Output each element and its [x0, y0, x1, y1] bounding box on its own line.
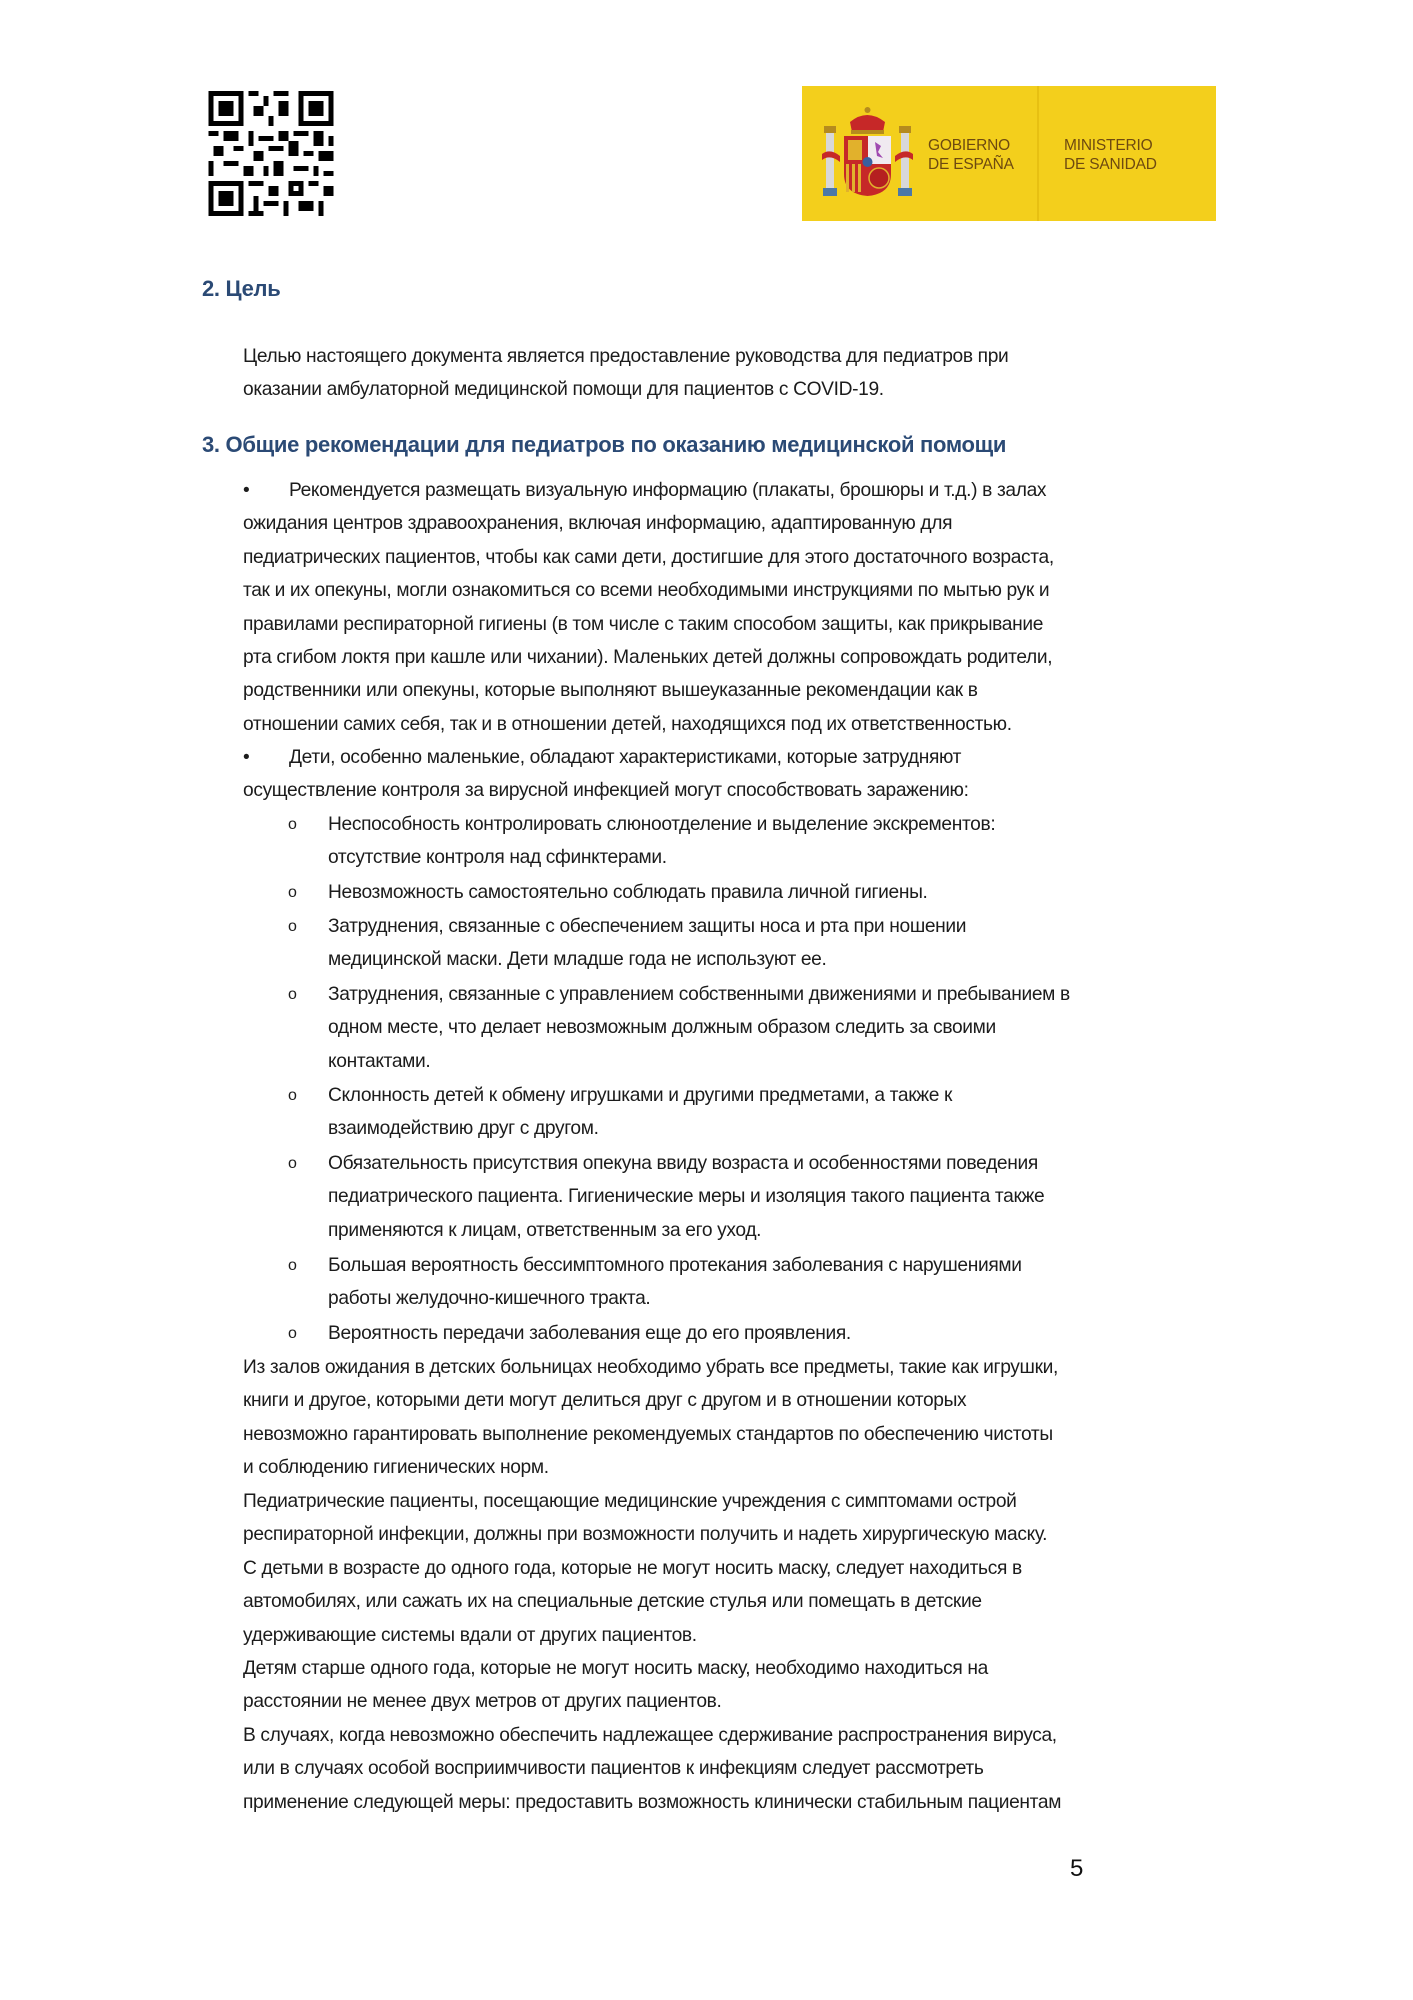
text-line: правилами респираторной гигиены (в том числе с таким способом защиты, как прикрывание [243, 613, 1044, 635]
bullet-item-info [243, 474, 1054, 741]
sub-item [288, 808, 995, 875]
circle-bullet-icon: o [288, 1257, 297, 1274]
text-line: Рекомендуется размещать визуальную информацию (плакаты, брошюры и т.д.) в залах [289, 480, 1047, 501]
text-line: респираторной инфекции, должны при возможности получить и надеть хирургическую маску. [243, 1524, 1048, 1546]
circle-bullet-icon: o [288, 816, 297, 833]
text-line: отсутствие контроля над сфинктерами. [328, 847, 667, 869]
text-line: родственники или опекуны, которые выполняют вышеуказанные рекомендации как в [243, 680, 978, 702]
logo-gobierno-text: GOBIERNO DE ESPAÑA [928, 137, 1014, 173]
text-line: ожидания центров здравоохранения, включая информацию, адаптированную для [243, 513, 953, 535]
sub-item [288, 1079, 952, 1146]
text-line: Затруднения, связанные с управлением собственными движениями и пребыванием в [328, 984, 1070, 1005]
text-line: применяются к лицам, ответственным за его уход. [328, 1219, 762, 1241]
text-line: оказании амбулаторной медицинской помощи для пациентов с COVID-19. [243, 379, 884, 401]
bullet-item-children [243, 741, 969, 808]
circle-bullet-icon: o [288, 884, 297, 901]
text-line: автомобилях, или сажать их на специальные детские стулья или помещать в детские [243, 1591, 982, 1613]
circle-bullet-icon: o [288, 1155, 297, 1172]
text-line: Затруднения, связанные с обеспечением защиты носа и рта при ношении [328, 916, 967, 937]
goal-paragraph [243, 340, 1008, 407]
circle-bullet-icon: o [288, 986, 297, 1003]
text-line: одном месте, что делает невозможным должным образом следить за своими [328, 1017, 996, 1039]
logo-divider [1037, 86, 1039, 221]
text-line: применение следующей меры: предоставить возможность клинически стабильным пациентам [243, 1791, 1062, 1813]
text-line: Дети, особенно маленькие, обладают характеристиками, которые затрудняют [289, 747, 962, 768]
sub-item [288, 978, 1070, 1078]
text-line: или в случаях особой восприимчивости пациентов к инфекциям следует рассмотреть [243, 1758, 984, 1780]
paragraph-infants [243, 1552, 1022, 1652]
text-line: невозможно гарантировать выполнение рекомендуемых стандартов по обеспечению чистоты [243, 1423, 1053, 1445]
text-line: Из залов ожидания в детских больницах необходимо убрать все предметы, такие как игрушки, [243, 1357, 1058, 1378]
gobierno-ministerio-logo [802, 86, 1216, 221]
logo-ministerio-text: MINISTERIO DE SANIDAD [1064, 137, 1157, 173]
sub-item [288, 910, 966, 977]
text-line: Большая вероятность бессимптомного протекания заболевания с нарушениями [328, 1255, 1022, 1276]
circle-bullet-icon: o [288, 1325, 297, 1342]
paragraph-masks [243, 1485, 1047, 1552]
text-line: педиатрических пациентов, чтобы как сами дети, достигшие для этого достаточного возраста, [243, 546, 1054, 568]
section-heading-goal: 2. Цель [202, 276, 281, 301]
text-line: Целью настоящего документа является предоставление руководства для педиатров при [243, 346, 1009, 367]
bullet-icon: • [243, 747, 250, 768]
circle-bullet-icon: o [288, 1087, 297, 1104]
paragraph-containment [243, 1719, 1061, 1819]
text-line: и соблюдению гигиенических норм. [243, 1457, 549, 1479]
text-line: взаимодействию друг с другом. [328, 1118, 599, 1140]
text-line: рта сгибом локтя при кашле или чихании). Маленьких детей должны сопровождать родители, [243, 646, 1053, 668]
paragraph-waiting-rooms [243, 1351, 1058, 1485]
text-line: Обязательность присутствия опекуна ввиду возраста и особенностями поведения [328, 1153, 1038, 1174]
bullet-icon: • [243, 480, 250, 501]
text-line: удерживающие системы вдали от других пациентов. [243, 1624, 697, 1646]
qr-code-icon [207, 91, 335, 216]
text-line: Невозможность самостоятельно соблюдать правила личной гигиены. [328, 882, 928, 903]
sub-item [288, 1147, 1044, 1247]
sub-item [288, 1249, 1022, 1316]
text-line: работы желудочно-кишечного тракта. [328, 1288, 651, 1310]
section-heading-recommendations: 3. Общие рекомендации для педиатров по оказанию медицинской помощи [202, 432, 1007, 457]
text-line: С детьми в возрасте до одного года, которые не могут носить маску, следует находиться в [243, 1558, 1022, 1579]
paragraph-older-children [243, 1652, 988, 1719]
text-line: отношении самих себя, так и в отношении детей, находящихся под их ответственностью. [243, 713, 1012, 735]
text-line: Вероятность передачи заболевания еще до его проявления. [328, 1323, 851, 1344]
text-line: расстоянии не менее двух метров от других пациентов. [243, 1691, 722, 1713]
text-line: осуществление контроля за вирусной инфекцией могут способствовать заражению: [243, 780, 969, 802]
page-number: 5 [1070, 1855, 1084, 1882]
text-line: контактами. [328, 1050, 431, 1072]
text-line: книги и другое, которыми дети могут делиться друг с другом и в отношении которых [243, 1390, 967, 1412]
sub-item [288, 876, 928, 909]
text-line: Детям старше одного года, которые не могут носить маску, необходимо находиться на [243, 1658, 988, 1679]
text-line: В случаях, когда невозможно обеспечить надлежащее сдерживание распространения вируса, [243, 1725, 1057, 1746]
text-line: Педиатрические пациенты, посещающие медицинские учреждения с симптомами острой [243, 1491, 1017, 1512]
text-line: педиатрического пациента. Гигиенические меры и изоляция такого пациента также [328, 1186, 1045, 1208]
text-line: так и их опекуны, могли ознакомиться со всеми необходимыми инструкциями по мытью рук и [243, 580, 1050, 602]
text-line: Склонность детей к обмену игрушками и другими предметами, а также к [328, 1085, 953, 1106]
sub-item [288, 1317, 851, 1350]
text-line: медицинской маски. Дети младше года не используют ее. [328, 949, 827, 971]
circle-bullet-icon: o [288, 918, 297, 935]
spain-coat-of-arms-icon [820, 104, 915, 202]
text-line: Неспособность контролировать слюноотделение и выделение экскрементов: [328, 814, 996, 835]
